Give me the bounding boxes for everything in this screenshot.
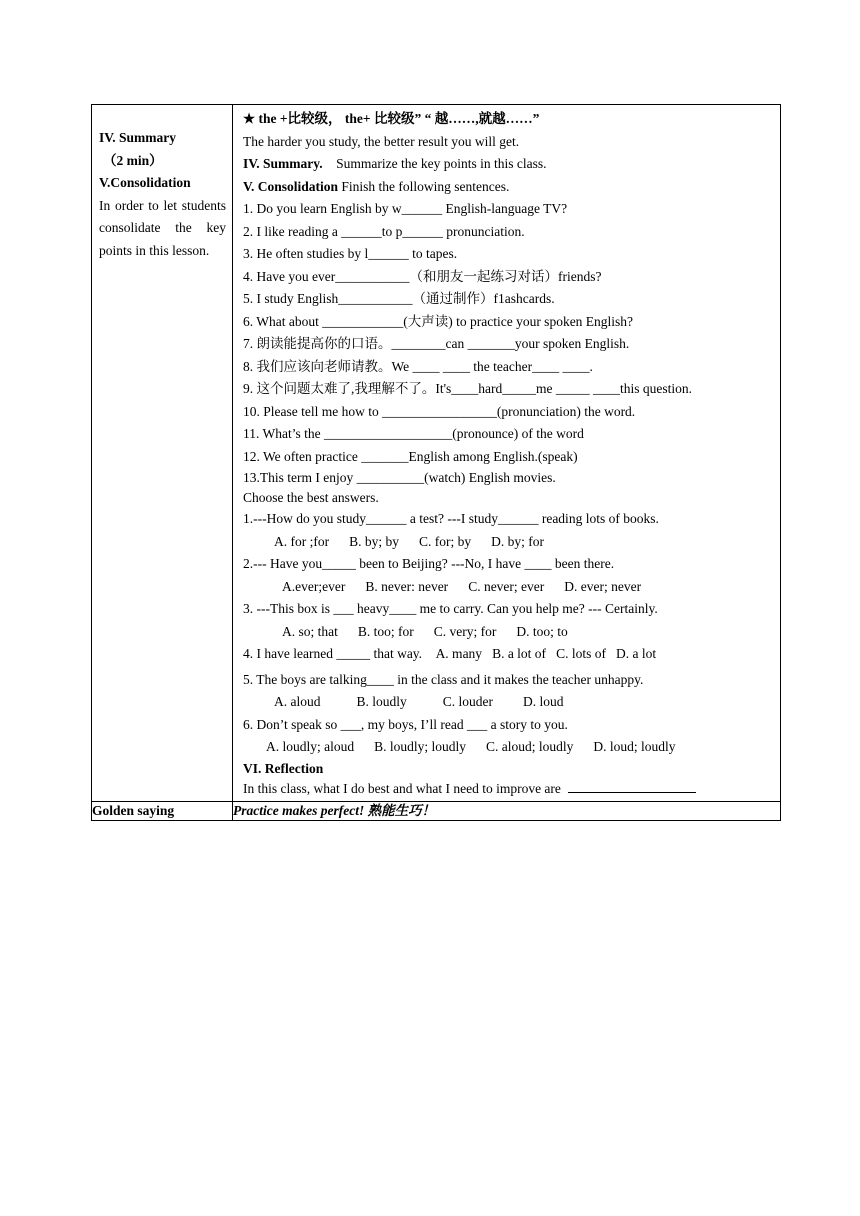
summary-title: IV. Summary xyxy=(99,130,177,145)
reflection-line xyxy=(243,779,776,799)
reflection-title: VI. Reflection xyxy=(243,760,324,776)
question-4-stem: 4. I have learned _____ that way. xyxy=(243,646,423,661)
grammar-example: The harder you study, the better result you will get. xyxy=(243,133,520,149)
consolidation-description: In order to let students consolidate the key points in this lesson. xyxy=(99,197,226,258)
option: A. aloud xyxy=(274,694,321,709)
option: B. never: never xyxy=(365,578,449,594)
consolidation-title: V.Consolidation xyxy=(99,175,191,190)
sentence-9: 9. 这个问题太难了,我理解不了。It's____hard_____me _____ ____this question. xyxy=(243,381,693,396)
option: B. a lot of xyxy=(492,646,547,661)
summary-line xyxy=(243,153,776,176)
sentence-8: 8. 我们应该向老师请教。We ____ ____ the teacher____ ____. xyxy=(243,358,593,374)
lesson-table xyxy=(91,104,781,821)
option: C. very; for xyxy=(433,623,497,639)
question-2: 2.--- Have you_____ been to Beijing? ---No, I have ____ been there. xyxy=(243,556,615,571)
option: B. loudly; loudly xyxy=(374,739,467,754)
option: A. so; that xyxy=(282,623,338,639)
question-6: 6. Don’t speak so ___, my boys, I’ll read ___ a story to you. xyxy=(243,716,568,732)
option: D. too; to xyxy=(516,623,568,639)
choose-title: Choose the best answers. xyxy=(243,490,379,505)
option: D. a lot xyxy=(615,646,657,661)
option: C. aloud; loudly xyxy=(486,739,574,754)
option: B. too; for xyxy=(357,623,414,639)
option: D. ever; never xyxy=(564,578,642,594)
option: B. loudly xyxy=(356,694,407,709)
consolidation-label: V. Consolidation xyxy=(243,178,339,194)
summary-text: Summarize the key points in this class. xyxy=(336,156,547,171)
consolidation-line xyxy=(243,176,776,199)
summary-time: （2 min） xyxy=(103,152,163,168)
question-1: 1.---How do you study______ a test? ---I study______ reading lots of books. xyxy=(243,511,659,526)
option: A. for ;for xyxy=(274,533,330,549)
summary-label: IV. Summary. xyxy=(243,156,323,171)
question-3: 3. ---This box is ___ heavy____ me to carry. Can you help me? --- Certainly. xyxy=(243,601,658,616)
question-4 xyxy=(243,643,776,666)
consolidation-text: Finish the following sentences. xyxy=(338,178,510,194)
sentence-10: 10. Please tell me how to _________________(pronunciation) the word. xyxy=(243,403,636,419)
option: A. loudly; aloud xyxy=(266,739,355,754)
sentence-4: 4. Have you ever___________（和朋友一起练习对话）friends? xyxy=(243,268,602,284)
sentence-6: 6. What about ____________(大声读) to practice your spoken English? xyxy=(243,313,634,329)
question-3-options xyxy=(243,621,776,644)
sentence-7: 7. 朗读能提高你的口语。________can _______your spoken English. xyxy=(243,336,630,351)
sentence-3: 3. He often studies by l______ to tapes. xyxy=(243,246,458,261)
question-5-options xyxy=(243,691,776,714)
sentence-12: 12. We often practice _______English among English.(speak) xyxy=(243,448,578,464)
option: C. for; by xyxy=(419,533,472,549)
sentence-2: 2. I like reading a ______to p______ pronunciation. xyxy=(243,223,525,239)
option: C. lots of xyxy=(556,646,606,661)
grammar-rule: ★ the +比较级， the+ 比较级” “ 越……,就越……” xyxy=(243,111,540,126)
question-2-options xyxy=(243,576,776,599)
option: B. by; by xyxy=(349,533,399,549)
option: D. by; for xyxy=(491,533,544,549)
sentence-13: 13.This term I enjoy __________(watch) English movies. xyxy=(243,470,556,485)
main-row xyxy=(92,105,781,802)
reflection-text: In this class, what I do best and what I need to improve are xyxy=(243,780,565,796)
question-1-options xyxy=(243,531,776,554)
golden-saying-label: Golden saying xyxy=(92,801,233,820)
option: A.ever;ever xyxy=(282,578,346,594)
right-column xyxy=(233,105,781,802)
option: C. never; ever xyxy=(468,578,545,594)
question-6-options xyxy=(243,736,776,759)
option: D. loud xyxy=(523,694,564,709)
question-5: 5. The boys are talking____ in the class and it makes the teacher unhappy. xyxy=(243,671,644,687)
golden-saying-text: Practice makes perfect! 熟能生巧！ xyxy=(233,801,781,820)
reflection-blank xyxy=(568,780,696,793)
sentence-1: 1. Do you learn English by w______ English-language TV? xyxy=(243,201,568,216)
option: A. many xyxy=(435,646,483,661)
option: D. loud; loudly xyxy=(593,739,676,754)
option: C. louder xyxy=(442,694,494,709)
left-column xyxy=(92,105,233,802)
sentence-11: 11. What’s the ___________________(pronounce) of the word xyxy=(243,426,584,441)
golden-row xyxy=(92,801,781,820)
sentence-5: 5. I study English___________（通过制作）f1ashcards. xyxy=(243,291,555,306)
